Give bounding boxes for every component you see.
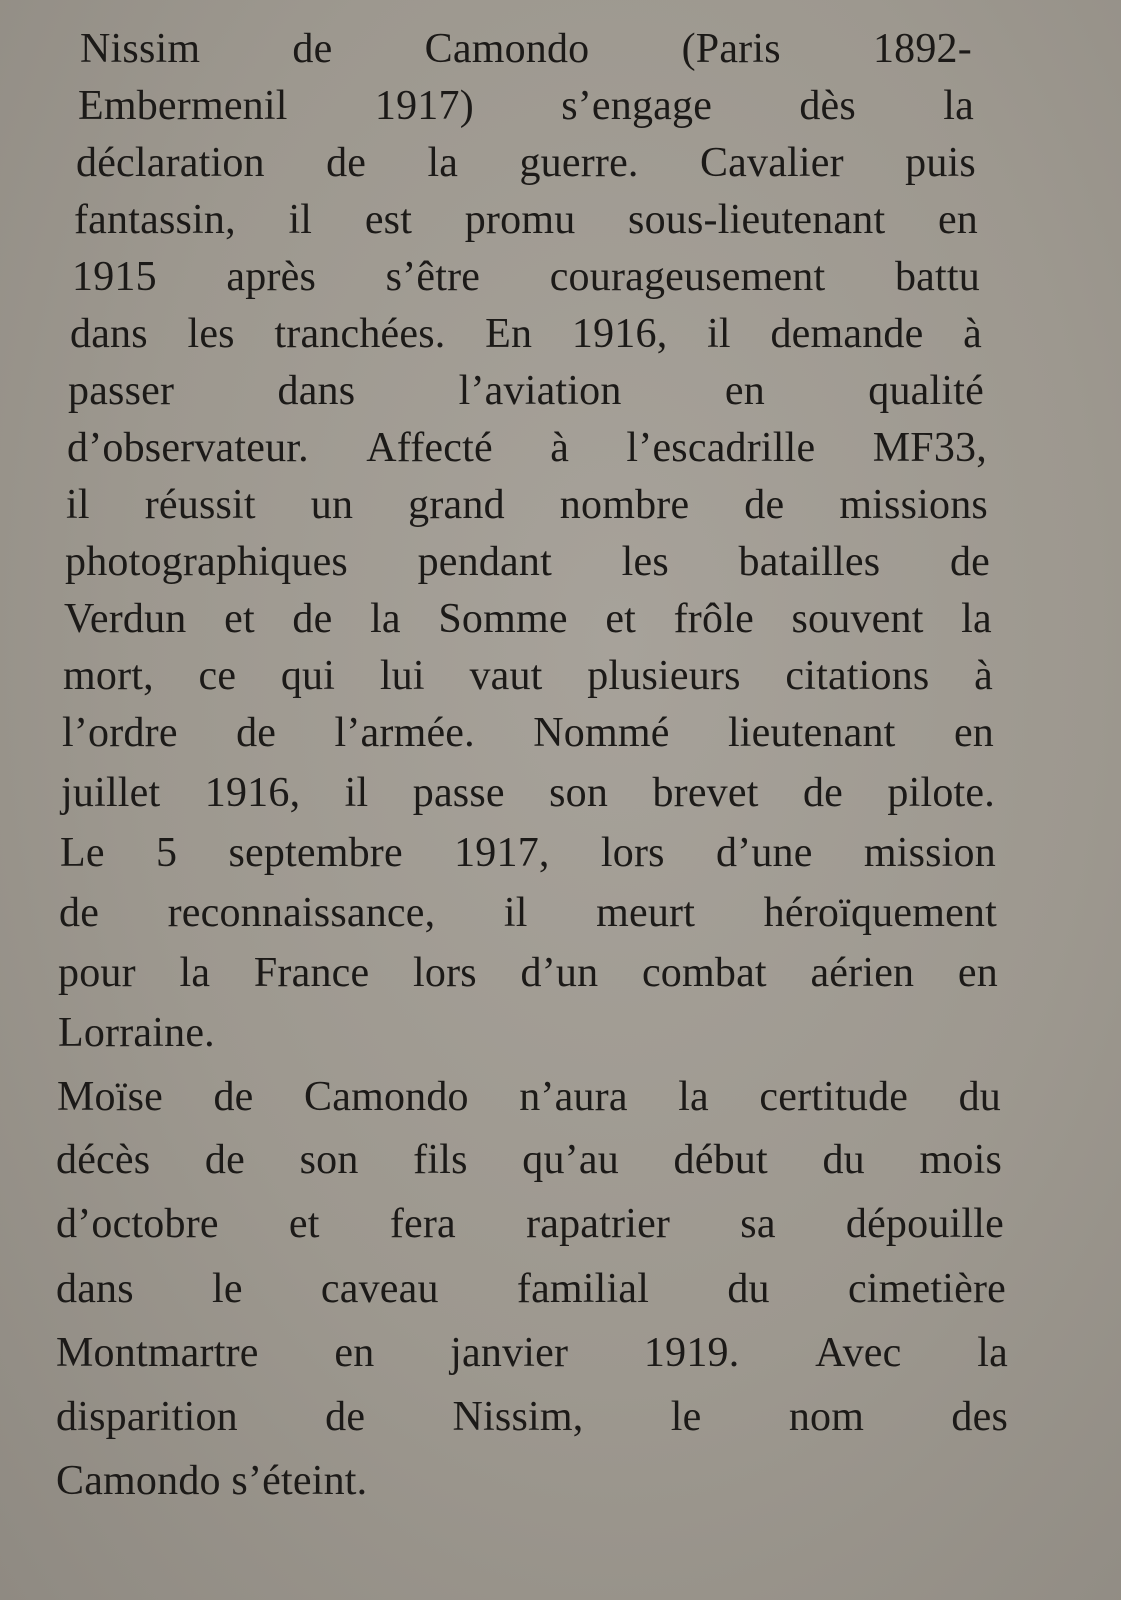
text-line (56, 1322, 1008, 1384)
word: promu (464, 197, 576, 243)
word: puis (905, 140, 976, 186)
word: de (236, 710, 277, 756)
text-line (80, 18, 972, 80)
word: Nissim, (452, 1394, 584, 1440)
word: Verdun (64, 596, 187, 642)
word: Montmartre (56, 1330, 259, 1376)
word: familial (516, 1266, 650, 1312)
word: d’une (715, 830, 813, 876)
word: Camondo (424, 26, 590, 72)
word: est (364, 197, 413, 243)
word: d’un (520, 950, 599, 996)
text-line (72, 246, 980, 308)
word: de (213, 1074, 254, 1120)
word: 1916, (571, 311, 668, 357)
word: ce (198, 653, 237, 699)
word: de (292, 596, 333, 642)
word: la (427, 140, 459, 186)
word: courageusement (549, 254, 826, 300)
word: à (974, 653, 993, 699)
text-line-last: Lorraine. (58, 1010, 215, 1056)
word: les (187, 311, 235, 357)
word: rapatrier (526, 1201, 671, 1247)
word: n’aura (519, 1074, 628, 1120)
word: mort, (63, 653, 154, 699)
word: Cavalier (699, 140, 844, 186)
word: France (253, 950, 370, 996)
word: l’aviation (458, 368, 622, 414)
word: s’engage (561, 83, 713, 129)
word: cimetière (847, 1266, 1006, 1312)
text-line (64, 588, 992, 650)
text-line (78, 75, 974, 137)
word: photographiques (65, 539, 348, 585)
word: il (503, 890, 528, 936)
word: après (226, 254, 317, 300)
word: le (212, 1266, 243, 1312)
word: Avec (815, 1330, 902, 1376)
word: il (707, 311, 731, 357)
text-line (56, 1386, 1008, 1448)
word: pour (58, 950, 136, 996)
word: combat (641, 950, 767, 996)
word: du (727, 1266, 770, 1312)
word: s’être (385, 254, 481, 300)
word: l’armée. (334, 710, 475, 756)
word: en (953, 710, 994, 756)
word: d’observateur. (67, 425, 309, 471)
word: Embermenil (78, 83, 288, 129)
word: qu’au (522, 1137, 619, 1183)
word: en (724, 368, 765, 414)
text-line (76, 132, 976, 194)
word: déclaration (76, 140, 265, 186)
text-line-last: Camondo s’éteint. (56, 1458, 368, 1504)
word: 1915 (72, 254, 157, 300)
word: 1919. (643, 1330, 740, 1376)
text-line (63, 645, 993, 707)
word: de (802, 770, 844, 816)
word: souvent (791, 596, 924, 642)
word: son (299, 1137, 359, 1183)
word: grand (408, 482, 505, 528)
text-line (68, 360, 984, 422)
word: du (822, 1137, 865, 1183)
word: frôle (673, 596, 754, 642)
word: il (344, 770, 369, 816)
word: battu (894, 254, 980, 300)
text-line (65, 531, 990, 593)
text-line (56, 1193, 1004, 1255)
word: il (288, 197, 313, 243)
word: brevet (652, 770, 759, 816)
word: lors (413, 950, 477, 996)
word: nom (788, 1394, 865, 1440)
word: de (204, 1137, 245, 1183)
word: juillet (61, 770, 161, 816)
word: sous-lieutenant (628, 197, 886, 243)
word: Nommé (533, 710, 670, 756)
word: 1917, (454, 830, 550, 876)
word: du (958, 1074, 1001, 1120)
word: 1892- (872, 26, 972, 72)
word: son (549, 770, 609, 816)
text-line (67, 417, 987, 479)
word: décès (56, 1137, 151, 1183)
word: le (670, 1394, 702, 1440)
word: Moïse (57, 1074, 163, 1120)
word: (Paris (681, 26, 781, 72)
word: 1917) (374, 83, 474, 129)
word: sa (740, 1201, 776, 1247)
word: l’escadrille (626, 425, 816, 471)
text-line (57, 1066, 1001, 1128)
word: Somme (438, 596, 568, 642)
word: disparition (56, 1394, 238, 1440)
word: passer (68, 368, 175, 414)
word: réussit (144, 482, 256, 528)
word: citations (785, 653, 930, 699)
word: la (370, 596, 401, 642)
word: Affecté (366, 425, 493, 471)
word: lors (600, 830, 665, 876)
word: nombre (559, 482, 690, 528)
word: En (485, 311, 533, 357)
word: à (963, 311, 982, 357)
word: dans (277, 368, 356, 414)
word: 1916, (204, 770, 301, 816)
word: reconnaissance, (167, 890, 436, 936)
word: Camondo (304, 1074, 469, 1120)
word: pendant (417, 539, 552, 585)
word: les (621, 539, 669, 585)
word: Nissim (80, 26, 201, 72)
text-line (70, 303, 982, 365)
word: de (292, 26, 333, 72)
word: la (943, 83, 974, 129)
word: vaut (469, 653, 543, 699)
word: pilote. (887, 770, 995, 816)
word: aérien (810, 950, 915, 996)
word: des (951, 1394, 1008, 1440)
word: MF33, (872, 425, 987, 471)
word: en (957, 950, 998, 996)
word: et (605, 596, 637, 642)
word: la (977, 1330, 1008, 1376)
word: et (224, 596, 255, 642)
word: qui (280, 653, 336, 699)
word: certitude (759, 1074, 909, 1120)
word: batailles (738, 539, 881, 585)
text-line (66, 474, 988, 536)
word: un (310, 482, 354, 528)
word: de (325, 1394, 366, 1440)
word: en (334, 1330, 375, 1376)
word: 5 (155, 830, 178, 876)
word: de (59, 890, 100, 936)
word: guerre. (519, 140, 639, 186)
text-placard (56, 18, 1016, 1578)
word: mois (919, 1137, 1002, 1183)
text-line (62, 702, 994, 764)
word: mission (863, 830, 996, 876)
word: fera (389, 1201, 456, 1247)
word: meurt (596, 890, 696, 936)
word: plusieurs (587, 653, 741, 699)
word: dépouille (845, 1201, 1004, 1247)
word: lui (379, 653, 425, 699)
text-line (58, 942, 998, 1004)
word: missions (839, 482, 988, 528)
text-line (60, 822, 996, 884)
text-line (74, 189, 978, 251)
word: demande (770, 311, 924, 357)
word: de (326, 140, 367, 186)
word: dans (56, 1266, 134, 1312)
word: fils (413, 1137, 468, 1183)
word: la (961, 596, 992, 642)
text-line (56, 1258, 1006, 1320)
word: et (288, 1201, 320, 1247)
word: passe (412, 770, 505, 816)
text-line (59, 882, 997, 944)
word: fantassin, (74, 197, 236, 243)
word: dans (70, 311, 148, 357)
word: qualité (868, 368, 984, 414)
word: dès (799, 83, 856, 129)
word: tranchées. (274, 311, 446, 357)
word: la (678, 1074, 709, 1120)
word: l’ordre (62, 710, 178, 756)
text-line (61, 762, 995, 824)
word: héroïquement (763, 890, 997, 936)
word: janvier (450, 1330, 569, 1376)
word: d’octobre (56, 1201, 219, 1247)
word: début (673, 1137, 768, 1183)
word: la (179, 950, 211, 996)
word: en (937, 197, 978, 243)
word: de (949, 539, 990, 585)
word: Le (60, 830, 105, 876)
word: septembre (228, 830, 403, 876)
word: caveau (320, 1266, 439, 1312)
word: lieutenant (727, 710, 896, 756)
word: de (744, 482, 785, 528)
text-line (56, 1129, 1002, 1191)
word: il (66, 482, 90, 528)
word: à (550, 425, 570, 471)
